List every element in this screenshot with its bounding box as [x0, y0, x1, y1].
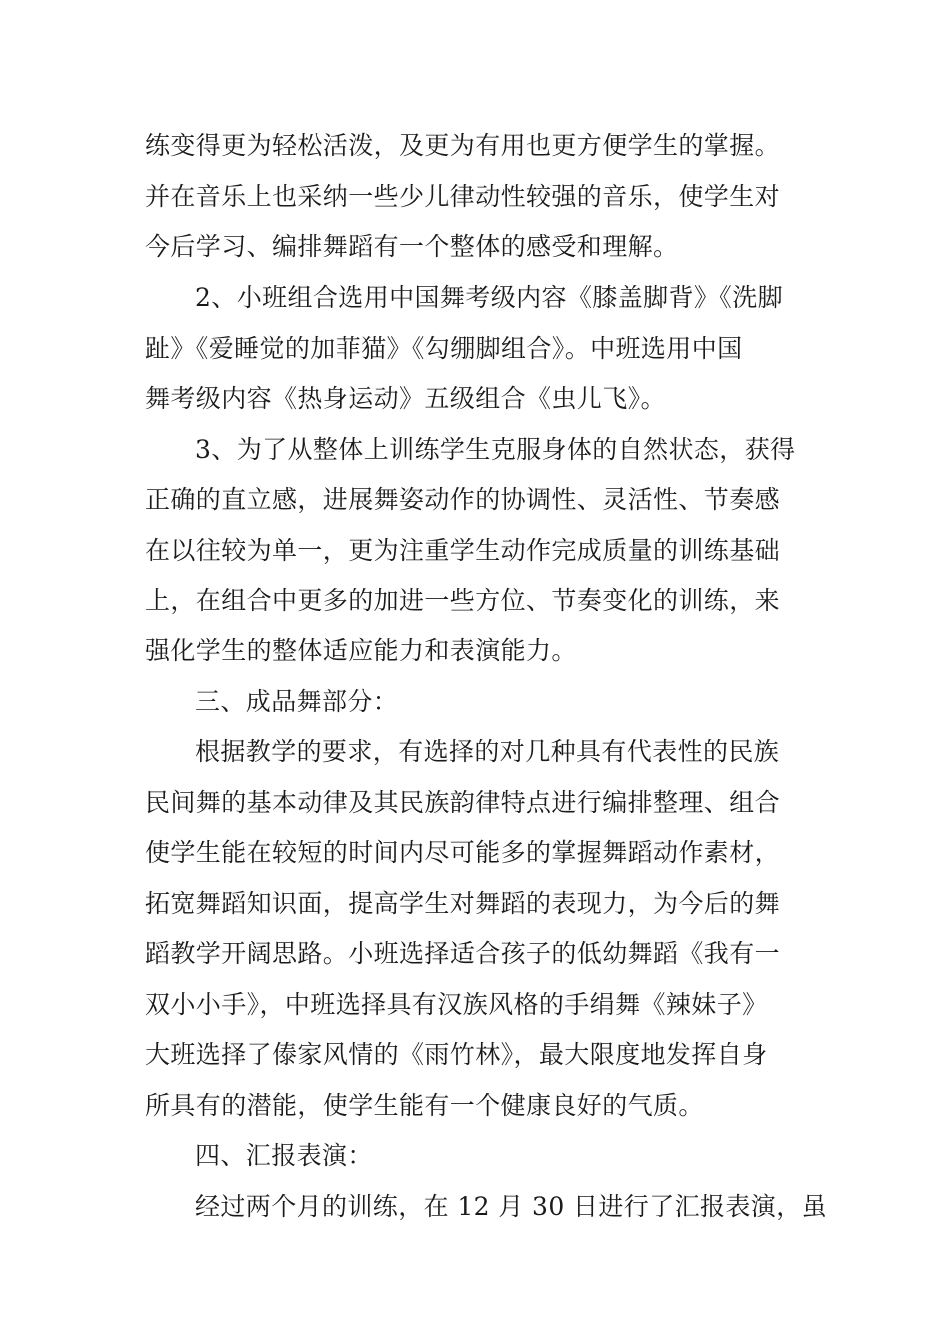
- text-line: 舞考级内容《热身运动》五级组合《虫儿飞》。: [145, 384, 666, 413]
- text-line: 强化学生的整体适应能力和表演能力。: [145, 636, 577, 665]
- paragraph-start-line: 2、小班组合选用中国舞考级内容《膝盖脚背》《洗脚: [195, 283, 784, 312]
- text-line: 在以往较为单一，更为注重学生动作完成质量的训练基础: [145, 536, 781, 565]
- paragraph-start-line: 经过两个月的训练，在 12 月 30 日进行了汇报表演，虽: [195, 1192, 828, 1221]
- text-line: 正确的直立感，进展舞姿动作的协调性、灵活性、节奏感: [145, 485, 781, 514]
- text-line: 双小小手》，中班选择具有汉族风格的手绢舞《辣妹子》: [145, 990, 768, 1019]
- text-line: 蹈教学开阔思路。小班选择适合孩子的低幼舞蹈《我有一: [145, 939, 781, 968]
- paragraph-start-line: 根据教学的要求，有选择的对几种具有代表性的民族: [195, 737, 780, 766]
- text-line: 所具有的潜能，使学生能有一个健康良好的气质。: [145, 1091, 704, 1120]
- text-line: 练变得更为轻松活泼，及更为有用也更方便学生的掌握。: [145, 131, 781, 160]
- text-line: 趾》《爱睡觉的加菲猫》《勾绷脚组合》。中班选用中国: [145, 334, 743, 363]
- text-line: 民间舞的基本动律及其民族韵律特点进行编排整理、组合: [145, 788, 781, 817]
- text-line: 大班选择了傣家风情的《雨竹林》，最大限度地发挥自身: [145, 1040, 768, 1069]
- section-heading: 三、成品舞部分：: [195, 687, 399, 716]
- text-line: 使学生能在较短的时间内尽可能多的掌握舞蹈动作素材，: [145, 838, 781, 867]
- paragraph-start-line: 3、为了从整体上训练学生克服身体的自然状态，获得: [195, 435, 796, 464]
- text-line: 并在音乐上也采纳一些少儿律动性较强的音乐，使学生对: [145, 182, 781, 211]
- section-heading: 四、汇报表演：: [195, 1141, 373, 1170]
- text-line: 今后学习、编排舞蹈有一个整体的感受和理解。: [145, 232, 679, 261]
- text-line: 拓宽舞蹈知识面，提高学生对舞蹈的表现力，为今后的舞: [145, 889, 781, 918]
- text-line: 上，在组合中更多的加进一些方位、节奏变化的训练，来: [145, 586, 781, 615]
